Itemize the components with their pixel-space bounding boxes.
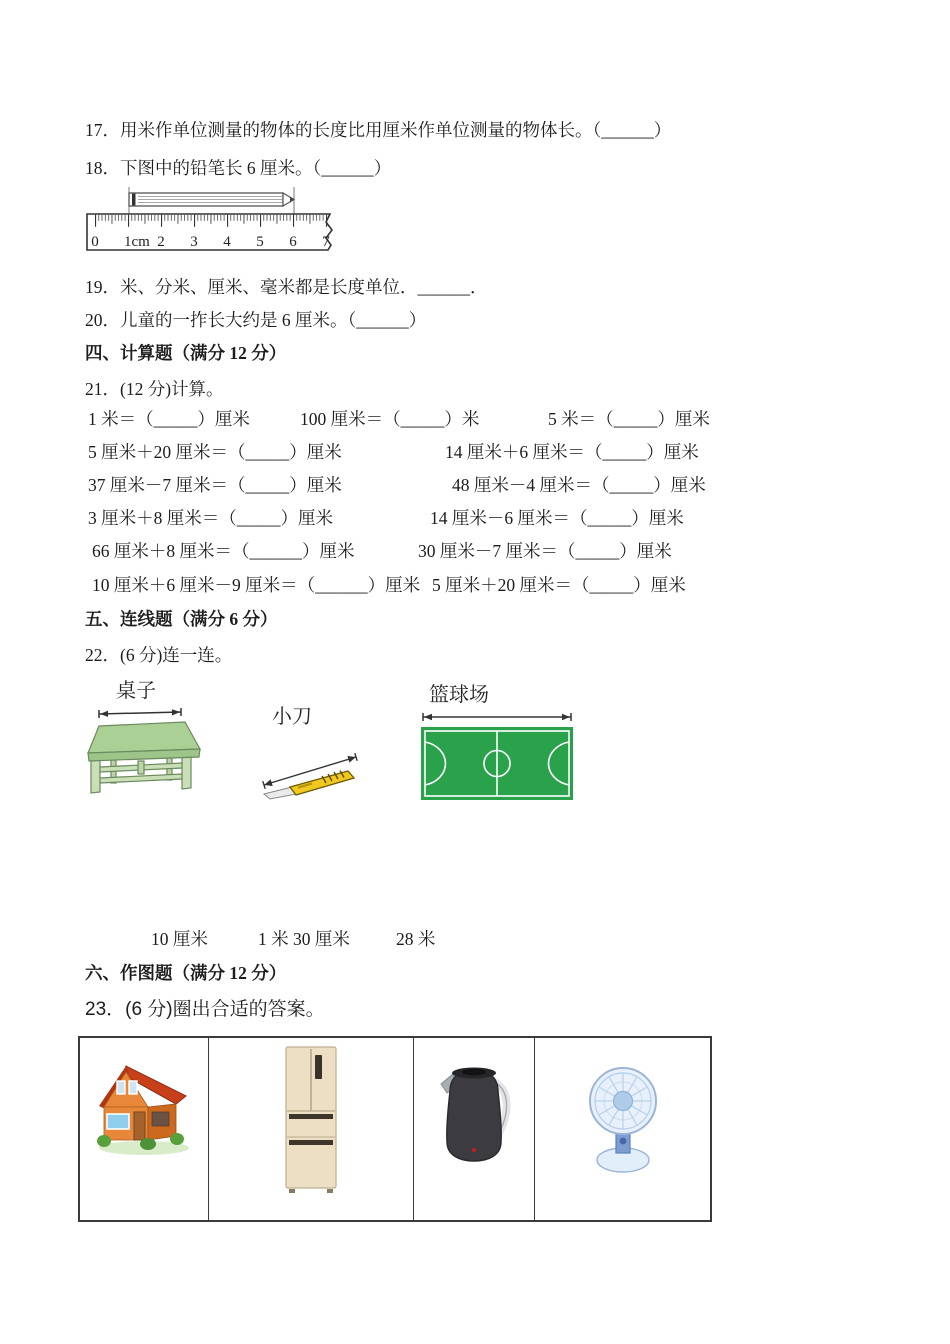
- question-20: 20．儿童的一拃长大约是 6 厘米。（______）: [85, 310, 427, 330]
- calc-cell: 30 厘米－7 厘米＝（_____）厘米: [418, 541, 672, 561]
- court-drawing: [421, 727, 573, 800]
- width-arrow: [99, 708, 181, 718]
- ruler-number-4: 4: [223, 234, 231, 250]
- label-table: 桌子: [116, 680, 156, 702]
- ruler-number-3: 3: [190, 234, 198, 250]
- question-21: 21．(12 分)计算。: [85, 379, 224, 399]
- calc-cell: 14 厘米－6 厘米＝（_____）厘米: [430, 508, 684, 528]
- section-title-calc: 四、计算题（满分 12 分）: [85, 343, 287, 363]
- ruler-number-7: 7: [322, 234, 330, 250]
- ruler-number-6: 6: [289, 234, 297, 250]
- answer-image-table: [78, 1036, 712, 1222]
- house-image: [96, 1060, 192, 1160]
- refrigerator-image: [285, 1045, 337, 1195]
- ruler-number-5: 5: [256, 234, 264, 250]
- calc-cell: 48 厘米－4 厘米＝（_____）厘米: [452, 475, 706, 495]
- table-cell-refrigerator: [209, 1038, 414, 1220]
- table-figure: [87, 705, 201, 803]
- calc-cell: 100 厘米＝（_____）米: [300, 409, 480, 429]
- section-title-draw: 六、作图题（满分 12 分）: [85, 963, 287, 983]
- fan-image: [586, 1059, 660, 1177]
- table-cell-kettle: [414, 1038, 535, 1220]
- measure-28m: 28 米: [396, 929, 436, 949]
- calc-cell: 37 厘米－7 厘米＝（_____）厘米: [88, 475, 342, 495]
- question-17: 17．用米作单位测量的物体的长度比用厘米作单位测量的物体长。（______）: [85, 120, 672, 140]
- table-cell-fan: [535, 1038, 710, 1220]
- calc-cell: 10 厘米＋6 厘米－9 厘米＝（______）厘米: [92, 575, 421, 595]
- calc-cell: 66 厘米＋8 厘米＝（______）厘米: [92, 541, 355, 561]
- measure-1m30cm: 1 米 30 厘米: [258, 929, 350, 949]
- question-19: 19．米、分米、厘米、毫米都是长度单位．______．: [85, 277, 488, 297]
- calc-cell: 5 厘米＋20 厘米＝（_____）厘米: [432, 575, 686, 595]
- pencil-graphic: [129, 193, 294, 206]
- knife-figure: [250, 745, 365, 803]
- kettle-image: [435, 1059, 513, 1167]
- label-basketball-court: 篮球场: [429, 684, 489, 706]
- width-arrow: [423, 713, 571, 721]
- measure-10cm: 10 厘米: [151, 929, 208, 949]
- table-drawing: [88, 722, 200, 793]
- calc-cell: 5 米＝（_____）厘米: [548, 409, 710, 429]
- question-22: 22．(6 分)连一连。: [85, 645, 233, 665]
- question-18: 18．下图中的铅笔长 6 厘米。（______）: [85, 158, 392, 178]
- calc-cell: 14 厘米＋6 厘米＝（_____）厘米: [445, 442, 699, 462]
- ruler-number-1cm: 1cm: [124, 234, 150, 250]
- label-knife: 小刀: [272, 706, 312, 728]
- basketball-court-figure: [420, 710, 574, 805]
- question-23: 23．(6 分)圈出合适的答案。: [85, 999, 325, 1020]
- ruler-number-2: 2: [157, 234, 165, 250]
- table-cell-house: [80, 1038, 209, 1220]
- ruler-ticks: [95, 215, 328, 227]
- calc-cell: 1 米＝（_____）厘米: [88, 409, 250, 429]
- knife-drawing: [264, 771, 354, 800]
- ruler-pencil-figure: [85, 184, 345, 254]
- calc-cell: 5 厘米＋20 厘米＝（_____）厘米: [88, 442, 342, 462]
- calc-cell: 3 厘米＋8 厘米＝（_____）厘米: [88, 508, 333, 528]
- ruler-number-0: 0: [91, 234, 99, 250]
- section-title-connect: 五、连线题（满分 6 分）: [85, 609, 278, 629]
